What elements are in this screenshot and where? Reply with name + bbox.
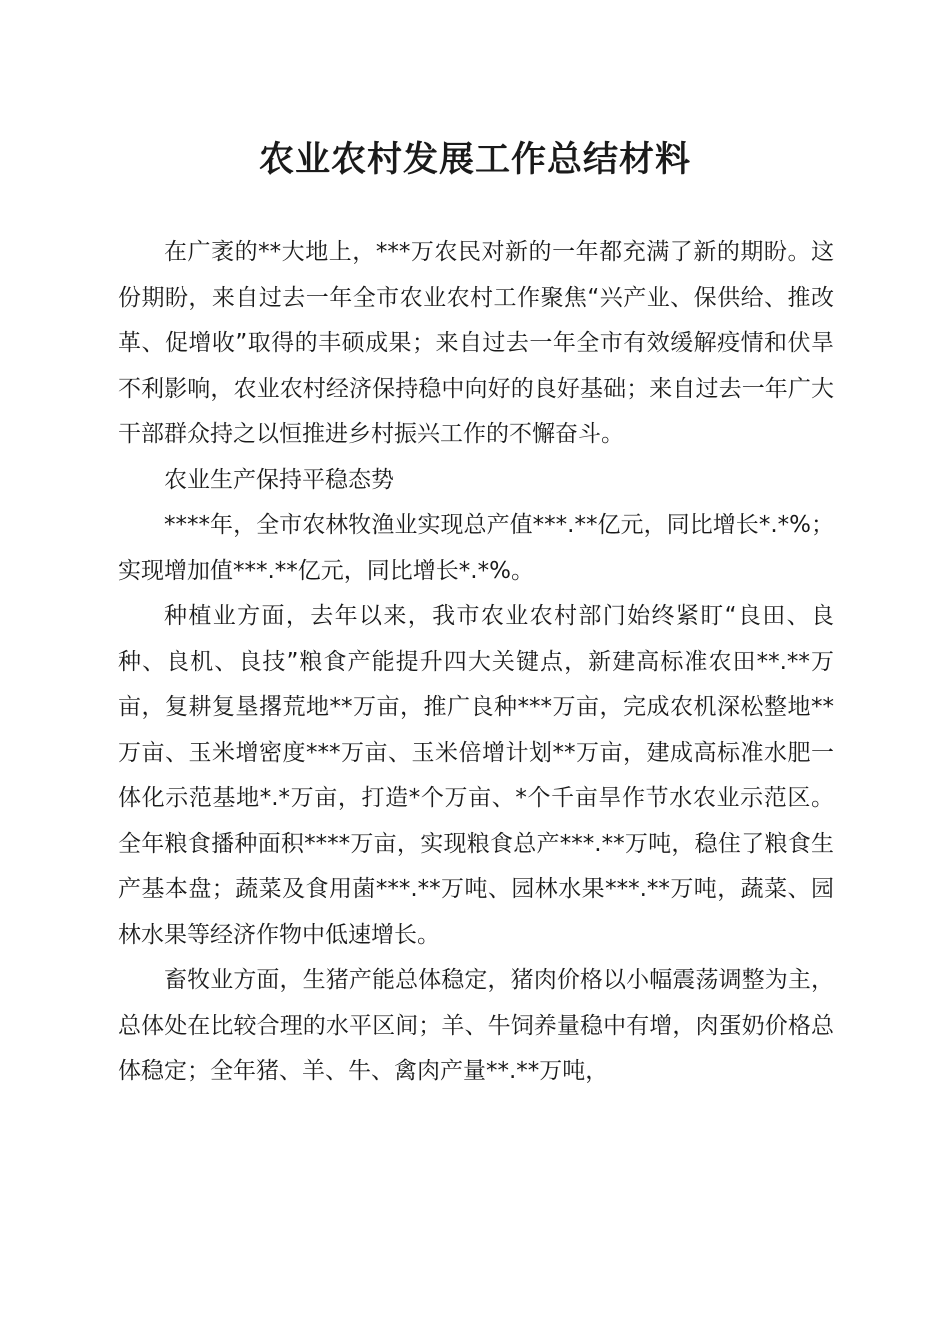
document-body (118, 230, 834, 1095)
section-heading-agricultural-production: 农业生产保持平稳态势 (164, 466, 394, 493)
paragraph-intro: 在广袤的**大地上，***万农民对新的一年都充满了新的期盼。这份期盼，来自过去一年全市农业农村工作聚焦“兴产业、保供给、推改革、促增收”取得的丰硕成果；来自过去一年全市有效缓解疫情和伏旱不利影响，农业农村经济保持稳中向好的良好基础；来自过去一年广大干部群众持之以恒推进乡村振兴工作的不懈奋斗。 (118, 239, 834, 447)
document-title: 农业农村发展工作总结材料 (258, 139, 691, 180)
paragraph-livestock: 畜牧业方面，生猪产能总体稳定，猪肉价格以小幅震荡调整为主，总体处在比较合理的水平区间；羊、牛饲养量稳中有增，肉蛋奶价格总体稳定；全年猪、羊、牛、禽肉产量**.**万吨， (118, 967, 834, 1084)
paragraph-output-value: ****年，全市农林牧渔业实现总产值***.**亿元，同比增长*.*%；实现增加值***.**亿元，同比增长*.*%。 (118, 512, 834, 584)
paragraph-planting: 种植业方面，去年以来，我市农业农村部门始终紧盯“良田、良种、良机、良技”粮食产能提升四大关键点，新建高标准农田**.**万亩，复耕复垦撂荒地**万亩，推广良种***万亩，完成农机深松整地**万亩、玉米增密度***万亩、玉米倍增计划**万亩，建成高标准水肥一体化示范基地*.*万亩，打造*个万亩、*个千亩旱作节水农业示范区。全年粮食播种面积****万亩，实现粮食总产***.**万吨，稳住了粮食生产基本盘；蔬菜及食用菌***.**万吨、园林水果***.**万吨，蔬菜、园林水果等经济作物中低速增长。 (118, 603, 834, 948)
